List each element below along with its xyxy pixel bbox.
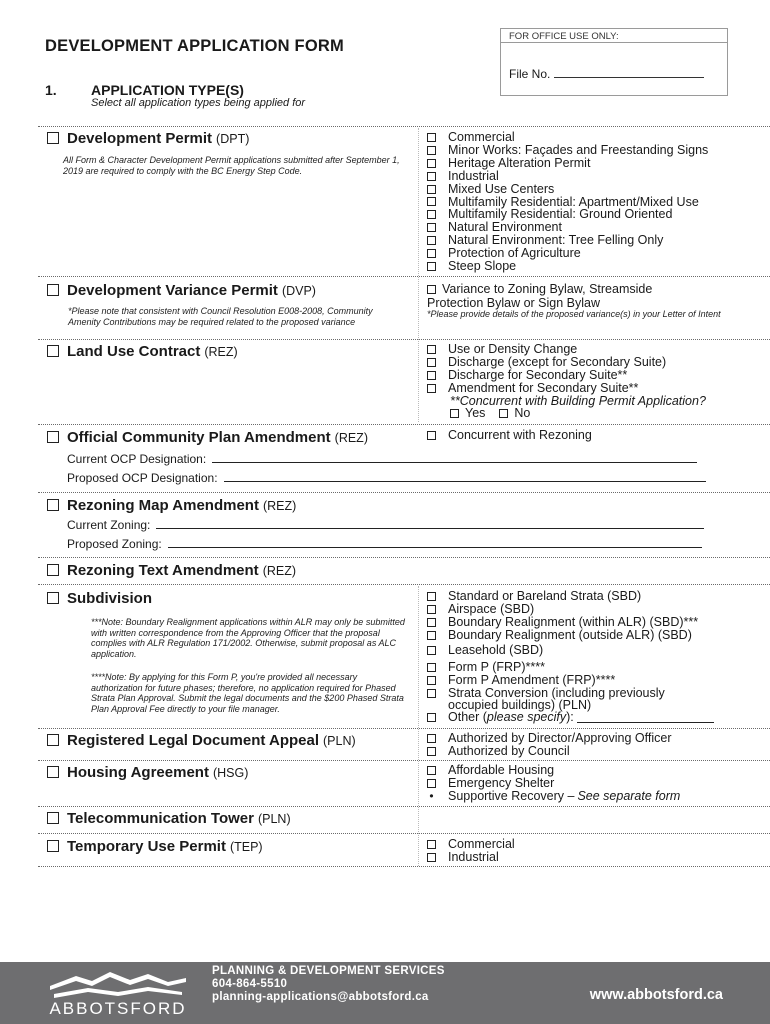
option-checkbox[interactable]	[427, 236, 436, 245]
hsg-options	[427, 764, 680, 803]
divider	[38, 557, 770, 558]
tep-checkbox-row[interactable]	[47, 838, 263, 855]
luc-yes-no	[450, 407, 530, 420]
current-zoning-line[interactable]	[156, 519, 704, 529]
option-checkbox[interactable]	[427, 631, 436, 640]
option-checkbox[interactable]	[427, 285, 436, 294]
luc-option[interactable]: Discharge (except for Secondary Suite)	[427, 356, 666, 369]
sub-option[interactable]: Boundary Realignment (within ALR) (SBD)***	[427, 616, 698, 629]
rlda-option[interactable]: Authorized by Director/Approving Officer	[427, 732, 671, 745]
rlda-code: (PLN)	[323, 734, 356, 748]
sub-note-formp: ****Note: By applying for this Form P, you're provided all necessary authorization for future phases; therefore, no application required for Phased Strata Plan Approval. Submit the legal documents and the $200 Phased Strata Plan Approval Fee directly to your file manager.	[91, 672, 404, 714]
option-checkbox[interactable]	[427, 345, 436, 354]
sub-option-cont: occupied buildings) (PLN)	[448, 698, 592, 712]
option-checkbox[interactable]	[427, 618, 436, 627]
divider	[38, 728, 770, 729]
option-checkbox[interactable]	[427, 223, 436, 232]
option-checkbox[interactable]	[427, 172, 436, 181]
sub-note-boundary: ***Note: Boundary Realignment applications within ALR may only be submitted with written correspondence from the Approving Officer that the proposal complies with ALR Regulation 171/2002. Otherwise, submit proposal as ALC application.	[91, 617, 405, 659]
divider	[38, 833, 770, 834]
divider	[38, 424, 770, 425]
dpt-option[interactable]: Multifamily Residential: Apartment/Mixed Use	[427, 196, 708, 209]
hsg-option[interactable]: Emergency Shelter	[427, 777, 680, 790]
proposed-ocp-field[interactable]: Proposed OCP Designation:	[67, 471, 706, 485]
tel-checkbox[interactable]	[47, 812, 59, 824]
sub-option[interactable]: Form P Amendment (FRP)****	[427, 674, 665, 687]
divider	[38, 806, 770, 807]
sub-title: Subdivision	[67, 590, 153, 607]
luc-option[interactable]: Discharge for Secondary Suite**	[427, 369, 666, 382]
rlda-options	[427, 732, 671, 758]
no-checkbox[interactable]	[499, 409, 508, 418]
rlda-option[interactable]: Authorized by Council	[427, 745, 671, 758]
dpt-note: All Form & Character Development Permit applications submitted after September 1, 2019 are required to comply with the BC Energy Step Code.	[63, 155, 400, 176]
tep-code: (TEP)	[229, 840, 263, 854]
dpt-code: (DPT)	[216, 132, 250, 146]
tel-checkbox-row[interactable]	[47, 810, 291, 827]
ocp-title: Official Community Plan Amendment	[67, 429, 331, 446]
rtext-checkbox-row[interactable]	[47, 562, 296, 579]
dvp-code: (DVP)	[281, 284, 316, 298]
rlda-checkbox-row[interactable]	[47, 732, 356, 749]
tel-code: (PLN)	[257, 812, 291, 826]
current-ocp-line[interactable]	[212, 453, 697, 463]
tep-option[interactable]: Commercial	[427, 838, 515, 851]
footer	[0, 962, 770, 1024]
option-checkbox[interactable]	[427, 605, 436, 614]
luc-options	[427, 343, 666, 395]
dvp-option[interactable]: Variance to Zoning Bylaw, Streamside	[427, 283, 652, 296]
luc-title: Land Use Contract	[67, 343, 201, 360]
file-number-field[interactable]	[509, 67, 704, 81]
option-checkbox[interactable]	[427, 779, 436, 788]
rmap-title: Rezoning Map Amendment	[67, 497, 259, 514]
footer-org: PLANNING & DEVELOPMENT SERVICES	[212, 965, 445, 977]
luc-code: (REZ)	[204, 345, 238, 359]
current-zoning-field[interactable]: Current Zoning:	[67, 518, 704, 532]
ocp-option[interactable]: Concurrent with Rezoning	[427, 429, 592, 442]
sub-option[interactable]: Boundary Realignment (outside ALR) (SBD)	[427, 629, 698, 642]
option-checkbox[interactable]	[427, 713, 436, 722]
divider	[38, 276, 770, 277]
office-use-box	[500, 28, 728, 96]
ocp-code: (REZ)	[334, 431, 368, 445]
divider	[38, 760, 770, 761]
hsg-option[interactable]: Affordable Housing	[427, 764, 680, 777]
luc-checkbox[interactable]	[47, 345, 59, 357]
dpt-title: Development Permit	[67, 130, 213, 147]
rlda-checkbox[interactable]	[47, 734, 59, 746]
dpt-option[interactable]: Multifamily Residential: Ground Oriented	[427, 208, 708, 221]
dvp-option-note: *Please provide details of the proposed variance(s) in your Letter of Intent	[427, 309, 721, 319]
sub-checkbox-row[interactable]	[47, 590, 152, 607]
rmap-checkbox-row[interactable]	[47, 497, 296, 514]
tep-checkbox[interactable]	[47, 840, 59, 852]
dpt-option[interactable]: Protection of Agriculture	[427, 247, 708, 260]
rtext-checkbox[interactable]	[47, 564, 59, 576]
ocp-checkbox[interactable]	[47, 431, 59, 443]
option-checkbox[interactable]	[427, 646, 436, 655]
hsg-checkbox-row[interactable]	[47, 764, 248, 781]
option-checkbox[interactable]	[427, 133, 436, 142]
sub-other	[427, 711, 714, 724]
sub-options-b	[427, 661, 665, 700]
hsg-checkbox[interactable]	[47, 766, 59, 778]
option-checkbox[interactable]	[427, 689, 436, 698]
luc-no-option[interactable]: No	[499, 407, 530, 420]
option-checkbox[interactable]	[427, 146, 436, 155]
rlda-title: Registered Legal Document Appeal	[67, 732, 319, 749]
option-checkbox[interactable]	[427, 676, 436, 685]
dpt-option[interactable]: Heritage Alteration Permit	[427, 157, 708, 170]
hsg-code: (HSG)	[212, 766, 249, 780]
option-checkbox[interactable]	[427, 358, 436, 367]
sub-options-a	[427, 590, 698, 642]
divider	[38, 492, 770, 493]
footer-contact	[212, 965, 445, 1004]
tep-option[interactable]: Industrial	[427, 851, 515, 864]
option-checkbox[interactable]	[427, 262, 436, 271]
yes-checkbox[interactable]	[450, 409, 459, 418]
section-number: 1.	[45, 82, 57, 98]
tel-title: Telecommunication Tower	[67, 810, 254, 827]
dpt-option[interactable]: Mixed Use Centers	[427, 183, 708, 196]
footer-email[interactable]: planning-applications@abbotsford.ca	[212, 991, 429, 1003]
file-number-line[interactable]	[554, 68, 704, 78]
divider	[38, 866, 770, 867]
section-title: APPLICATION TYPE(S)	[91, 82, 244, 98]
sub-leasehold	[427, 644, 543, 657]
option-checkbox[interactable]	[427, 663, 436, 672]
ocp-checkbox-row[interactable]	[47, 429, 368, 446]
logo-text: ABBOTSFORD	[49, 999, 187, 1018]
divider	[38, 126, 770, 127]
option-checkbox[interactable]	[427, 159, 436, 168]
footer-website[interactable]: www.abbotsford.ca	[589, 987, 723, 1003]
proposed-zoning-line[interactable]	[168, 538, 702, 548]
option-checkbox[interactable]	[427, 384, 436, 393]
sub-option[interactable]: Standard or Bareland Strata (SBD)	[427, 590, 698, 603]
dvp-options	[427, 283, 652, 296]
proposed-zoning-field[interactable]: Proposed Zoning:	[67, 537, 702, 551]
luc-yes-option[interactable]: Yes	[450, 407, 485, 420]
divider	[38, 339, 770, 340]
option-checkbox[interactable]	[427, 197, 436, 206]
sub-option[interactable]: Airspace (SBD)	[427, 603, 698, 616]
dvp-checkbox[interactable]	[47, 284, 59, 296]
option-checkbox[interactable]	[427, 853, 436, 862]
dpt-checkbox-row[interactable]	[47, 130, 249, 147]
proposed-ocp-line[interactable]	[224, 472, 706, 482]
sub-other-option[interactable]: Other ( please specify ):	[427, 711, 714, 724]
rmap-code: (REZ)	[262, 499, 297, 513]
dpt-option[interactable]: Minor Works: Façades and Freestanding Signs	[427, 144, 708, 157]
tep-title: Temporary Use Permit	[67, 838, 226, 855]
option-checkbox[interactable]	[427, 592, 436, 601]
sub-option[interactable]: Form P (FRP)****	[427, 661, 665, 674]
form-title: DEVELOPMENT APPLICATION FORM	[45, 37, 344, 55]
sub-other-line[interactable]	[577, 712, 714, 723]
sub-checkbox[interactable]	[47, 592, 59, 604]
office-use-label: FOR OFFICE USE ONLY:	[509, 31, 619, 42]
office-box-divider	[501, 42, 727, 43]
footer-phone[interactable]: 604-864-5510	[212, 978, 288, 990]
rtext-code: (REZ)	[262, 564, 297, 578]
luc-option[interactable]: Use or Density Change	[427, 343, 666, 356]
dpt-checkbox[interactable]	[47, 132, 59, 144]
bullet-icon: •	[429, 788, 434, 803]
sub-option[interactable]: Strata Conversion (including previously	[427, 687, 665, 700]
hsg-title: Housing Agreement	[67, 764, 209, 781]
rmap-checkbox[interactable]	[47, 499, 59, 511]
option-checkbox[interactable]	[427, 185, 436, 194]
ocp-options	[427, 429, 592, 442]
option-checkbox[interactable]	[427, 210, 436, 219]
luc-question: **Concurrent with Building Permit Application?	[450, 394, 706, 408]
dpt-option[interactable]: Industrial	[427, 170, 708, 183]
file-number-label: File No.	[509, 67, 551, 81]
column-separator	[418, 586, 419, 866]
current-ocp-field[interactable]: Current OCP Designation:	[67, 452, 697, 466]
tep-options	[427, 838, 515, 864]
dpt-option[interactable]: Natural Environment: Tree Felling Only	[427, 234, 708, 247]
dpt-option[interactable]: Steep Slope	[427, 260, 708, 273]
dvp-checkbox-row[interactable]	[47, 282, 316, 299]
dvp-title: Development Variance Permit	[67, 282, 278, 299]
divider	[38, 584, 770, 585]
dpt-options	[427, 131, 708, 273]
hsg-bullet: • Supportive Recovery – See separate form	[427, 790, 680, 803]
dvp-option-line2: Protection Bylaw or Sign Bylaw	[427, 296, 600, 310]
luc-option[interactable]: Amendment for Secondary Suite**	[427, 382, 666, 395]
option-checkbox[interactable]	[427, 734, 436, 743]
dpt-option[interactable]: Natural Environment	[427, 221, 708, 234]
dpt-option[interactable]: Commercial	[427, 131, 708, 144]
option-checkbox[interactable]	[427, 249, 436, 258]
option-checkbox[interactable]	[427, 431, 436, 440]
column-separator	[418, 128, 419, 422]
option-checkbox[interactable]	[427, 747, 436, 756]
sub-option[interactable]: Leasehold (SBD)	[427, 644, 543, 657]
luc-checkbox-row[interactable]	[47, 343, 238, 360]
dvp-note: *Please note that consistent with Council Resolution E008-2008, Community Amenity Contributions may be required related to the proposed variance	[68, 306, 373, 327]
abbotsford-logo	[48, 968, 188, 1020]
rtext-title: Rezoning Text Amendment	[67, 562, 259, 579]
option-checkbox[interactable]	[427, 371, 436, 380]
mountain-logo-icon	[48, 968, 188, 1000]
option-checkbox[interactable]	[427, 766, 436, 775]
option-checkbox[interactable]	[427, 840, 436, 849]
section-subtitle: Select all application types being applied for	[91, 97, 306, 109]
